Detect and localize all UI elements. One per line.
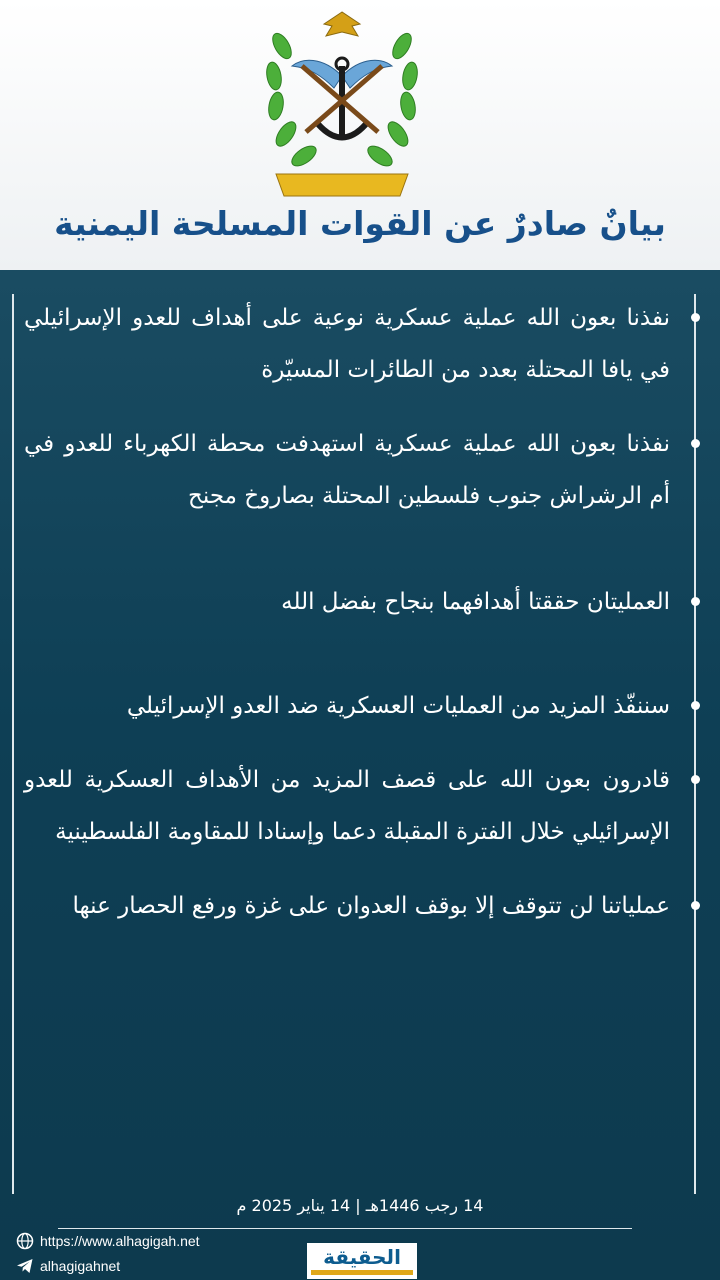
list-item xyxy=(20,754,710,858)
page-title: بيانٌ صادرٌ عن القوات المسلحة اليمنية xyxy=(54,204,666,243)
list-item xyxy=(20,880,710,932)
bullet-icon xyxy=(691,775,700,784)
bullet-icon xyxy=(691,701,700,710)
telegram-link[interactable] xyxy=(16,1257,120,1275)
telegram-icon xyxy=(16,1257,34,1275)
list-item-text: سننفّذ المزيد من العمليات العسكرية ضد العدو الإسرائيلي xyxy=(126,693,670,719)
logo-text: الحقيقة xyxy=(323,1245,401,1269)
list-item-text: عملياتنا لن تتوقف إلا بوقف العدوان على غزة ورفع الحصار عنها xyxy=(72,893,670,919)
globe-icon xyxy=(16,1232,34,1250)
list-item xyxy=(20,418,710,522)
list-item-text: العمليتان حققتا أهدافهما بنجاح بفضل الله xyxy=(281,589,670,615)
footer-divider xyxy=(58,1228,632,1229)
list-item-text: قادرون بعون الله على قصف المزيد من الأهداف العسكرية للعدو الإسرائيلي خلال الفترة المقبلة دعما وإسنادا للمقاومة الفلسطينية xyxy=(24,767,670,845)
list-item-text: نفذنا بعون الله عملية عسكرية نوعية على أهداف للعدو الإسرائيلي في يافا المحتلة بعدد من الطائرات المسيّرة xyxy=(24,305,670,383)
logo-bar xyxy=(311,1270,413,1275)
list-item xyxy=(20,576,710,628)
statement-date: 14 رجب 1446هـ | 14 يناير 2025 م xyxy=(236,1196,484,1215)
statement-list xyxy=(20,292,710,932)
website-url: https://www.alhagigah.net xyxy=(40,1233,200,1249)
header xyxy=(0,0,720,270)
alhaqiqa-logo xyxy=(306,1242,418,1280)
list-item xyxy=(20,292,710,396)
left-divider xyxy=(12,294,14,1194)
bullet-icon xyxy=(691,313,700,322)
yemen-armed-forces-emblem xyxy=(262,6,422,206)
bullet-icon xyxy=(691,901,700,910)
statement-body xyxy=(0,270,720,1280)
telegram-handle: alhagigahnet xyxy=(40,1258,121,1274)
website-link[interactable] xyxy=(16,1232,200,1250)
bullet-icon xyxy=(691,597,700,606)
list-item-text: نفذنا بعون الله عملية عسكرية استهدفت محطة الكهرباء للعدو في أم الرشراش جنوب فلسطين المحتلة بصاروخ مجنح xyxy=(24,431,670,509)
bullet-icon xyxy=(691,439,700,448)
list-item xyxy=(20,680,710,732)
